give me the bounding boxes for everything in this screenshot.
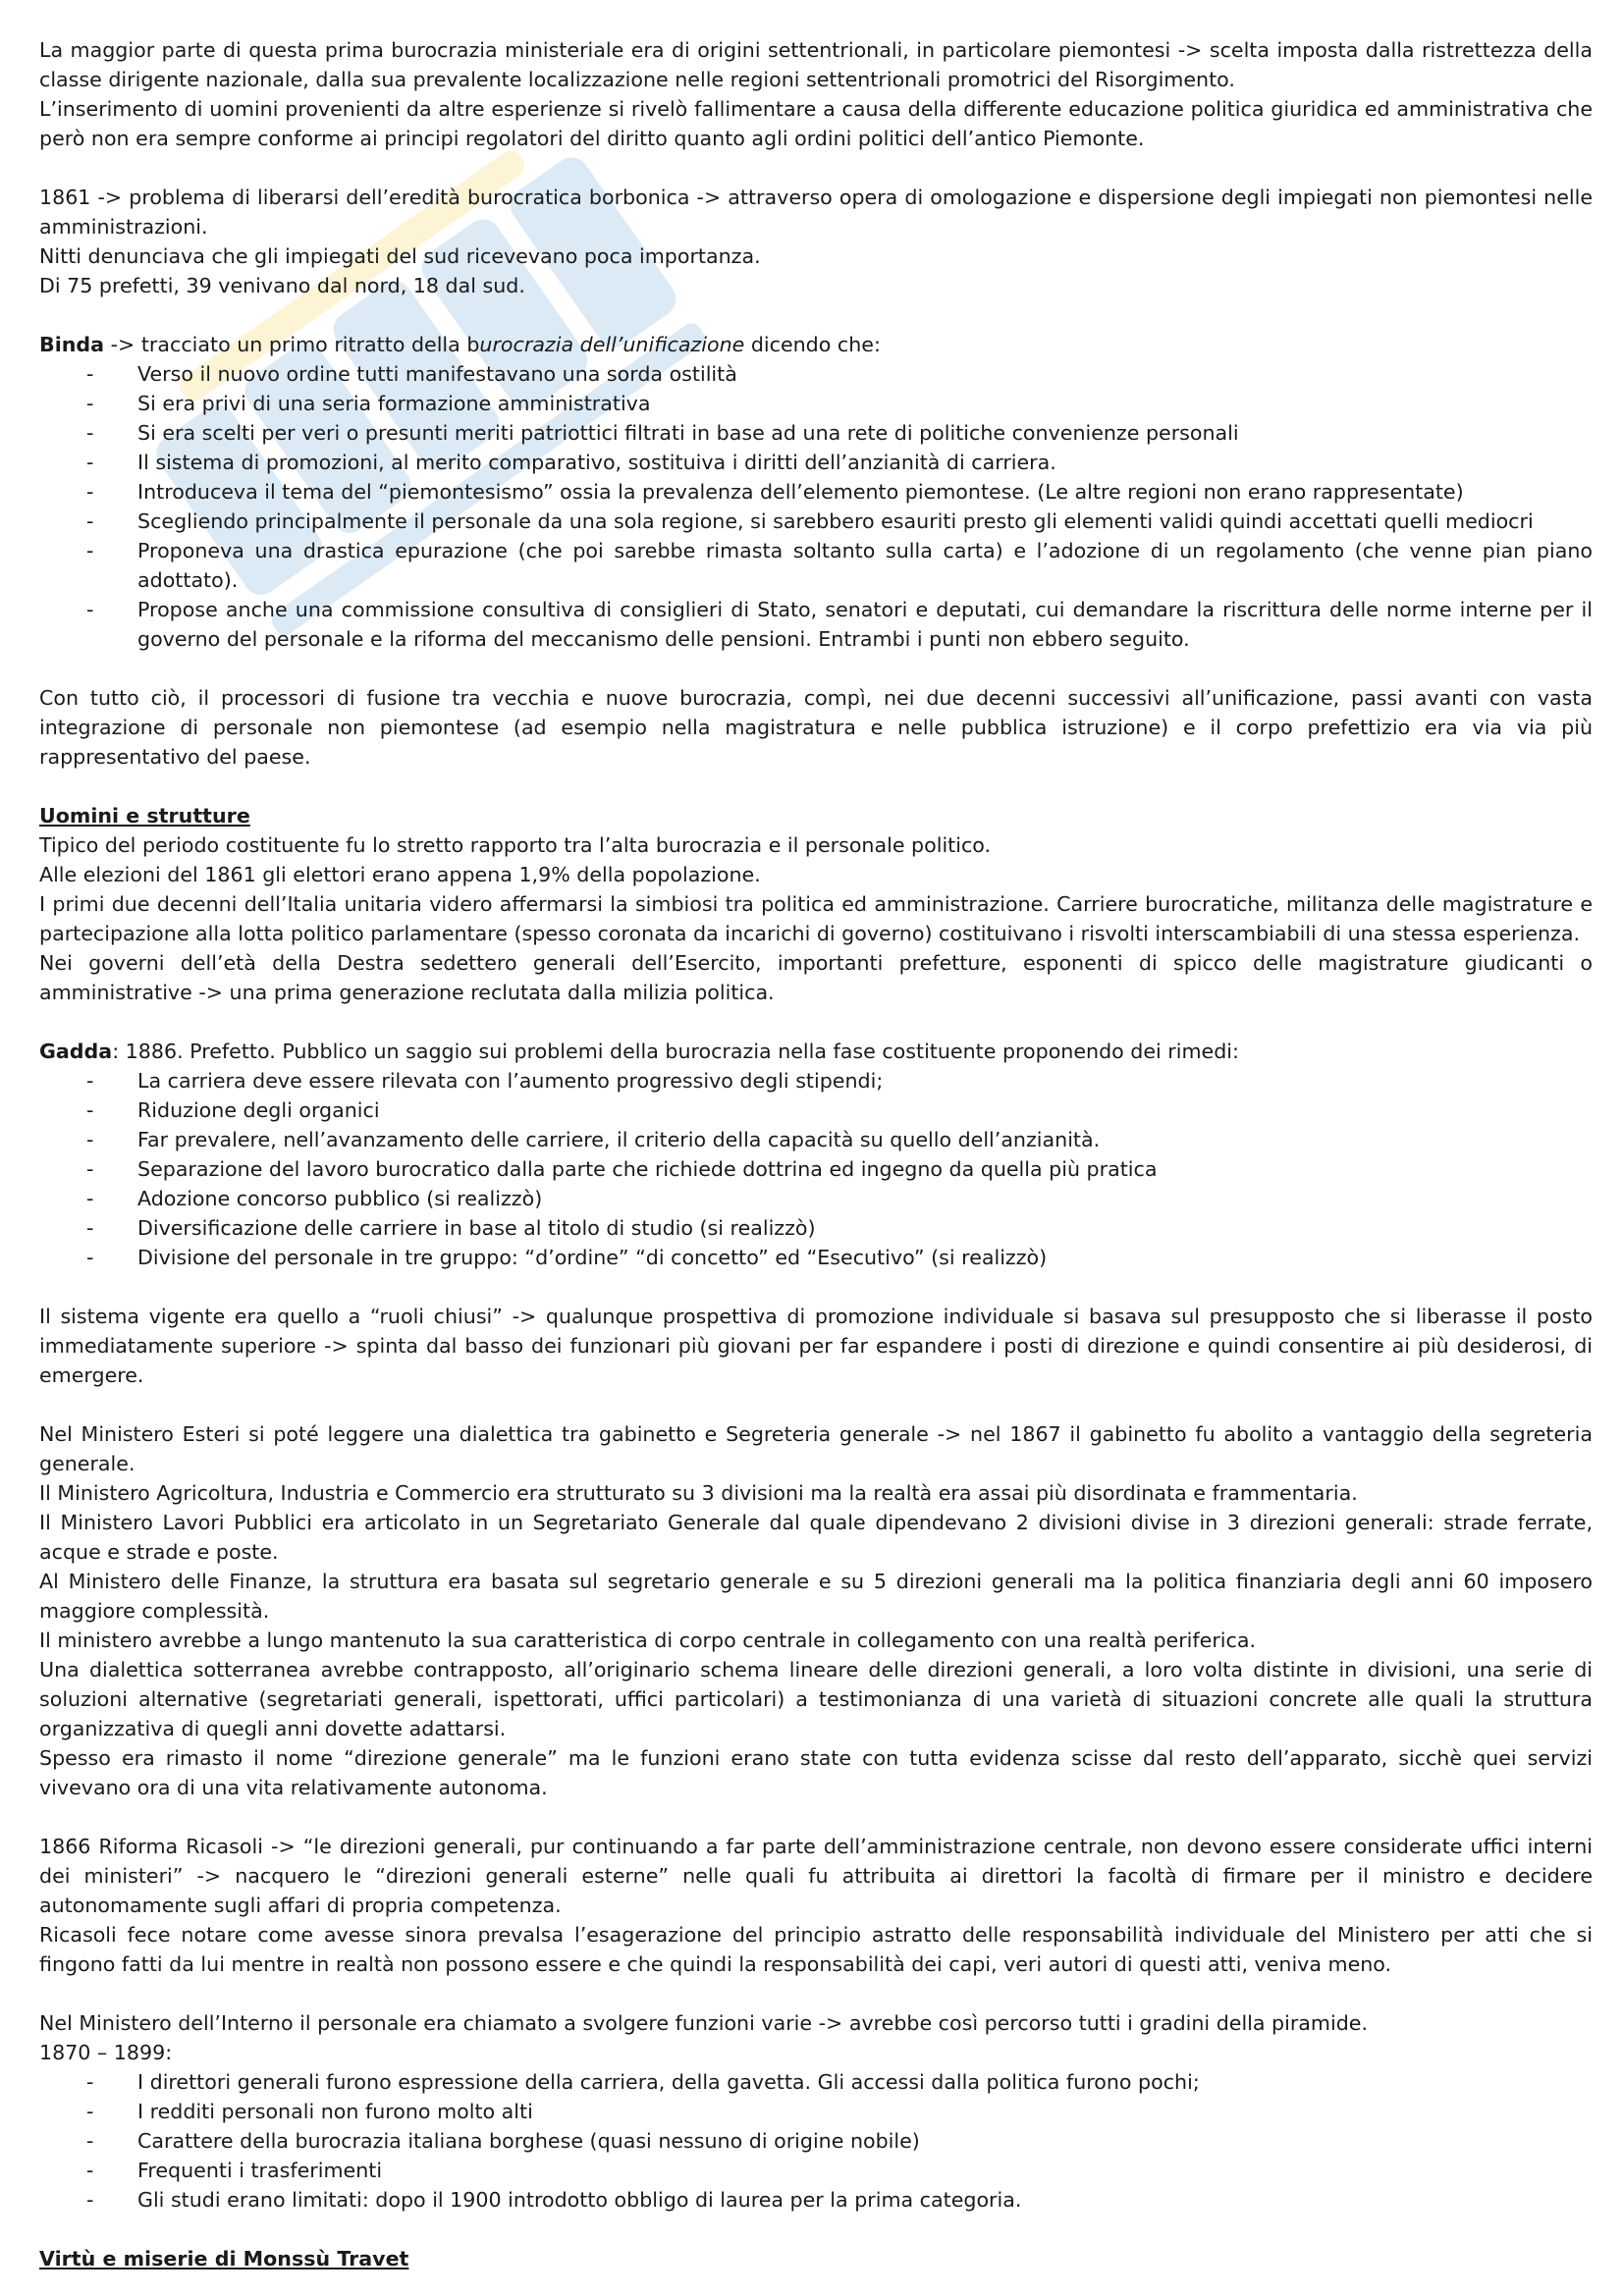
paragraph: Alle elezioni del 1861 gli elettori erano appena 1,9% della popolazione. (39, 863, 761, 886)
gadda-list (39, 1066, 1593, 1272)
paragraph: Nel Ministero dell’Interno il personale era chiamato a svolgere funzioni varie -> avrebbe così percorso tutti i gradini della piramide. (39, 2011, 1369, 2035)
paragraph: Nel Ministero Esteri si poté leggere una dialettica tra gabinetto e Segreteria generale -> nel 1867 il gabinetto fu abolito a vantaggio della segreteria generale. (39, 1422, 1593, 1475)
paragraph: Una dialettica sotterranea avrebbe contrapposto, all’originario schema lineare delle direzioni generali, a loro volta distinte in divisioni, una serie di soluzioni alternative (segretariati generali, ispettorati, uffici particolari) a testimonianza di una varietà di situazioni concrete alle quali la struttura organizzativa di quegli anni dovette adattarsi. (39, 1658, 1593, 1740)
list-item: - La carriera deve essere rilevata con l’aumento progressivo degli stipendi; (39, 1066, 1593, 1095)
list-item: - Divisione del personale in tre gruppo: “d’ordine” “di concetto” ed “Esecutivo” (si realizzò) (39, 1243, 1593, 1272)
list-item: - Propose anche una commissione consultiva di consiglieri di Stato, senatori e deputati, cui demandare la riscrittura delle norme interne per il governo del personale e la riforma del meccanismo delle pensioni. Entrambi i punti non ebbero seguito. (39, 595, 1593, 654)
paragraph: Al Ministero delle Finanze, la struttura era basata sul segretario generale e su 5 direzioni generali ma la politica finanziaria degli anni 60 imposero maggiore complessità. (39, 1570, 1593, 1623)
list-item: - Frequenti i trasferimenti (39, 2156, 1593, 2185)
paragraph: 1861 -> problema di liberarsi dell’eredità burocratica borbonica -> attraverso opera di omologazione e dispersione degli impiegati non piemontesi nelle amministrazioni. (39, 186, 1593, 239)
paragraph: Ricasoli fece notare come avesse sinora prevalsa l’esagerazione del principio astratto delle responsabilità individuale del Ministero per atti che si fingono fatti da lui mentre in realtà non possono essere e che quindi la responsabilità dei capi, veri autori di questi atti, veniva meno. (39, 1923, 1593, 1976)
paragraph: Con tutto ciò, il processori di fusione tra vecchia e nuove burocrazia, compì, nei due decenni successivi all’unificazione, passi avanti con vasta integrazione di personale non piemontese (ad esempio nella magistratura e nelle pubblica istruzione) e il corpo prefettizio era via via più rappresentativo del paese. (39, 686, 1593, 769)
paragraph: Il Ministero Agricoltura, Industria e Commercio era strutturato su 3 divisioni ma la realtà era assai più disordinata e frammentaria. (39, 1481, 1358, 1505)
paragraph: L’inserimento di uomini provenienti da altre esperienze si rivelò fallimentare a causa della differente educazione politica giuridica ed amministrativa che però non era sempre conforme ai principi regolatori del diritto quanto agli ordini politici dell’antico Piemonte. (39, 97, 1593, 150)
list-item: - I direttori generali furono espressione della carriera, della gavetta. Gli accessi dalla politica furono pochi; (39, 2067, 1593, 2097)
paragraph: Tipico del periodo costituente fu lo stretto rapporto tra l’alta burocrazia e il personale politico. (39, 833, 992, 857)
paragraph: I primi due decenni dell’Italia unitaria videro affermarsi la simbiosi tra politica ed amministrazione. Carriere burocratiche, militanza delle magistrature e partecipazione alla lotta politico parlamentare (spesso coronata da incarichi di governo) costituivano i risvolti interscambiabili di una stessa esperienza. (39, 892, 1593, 945)
list-item: - Adozione concorso pubblico (si realizzò) (39, 1184, 1593, 1213)
list-item: - Si era privi di una seria formazione amministrativa (39, 389, 1593, 418)
paragraph: Il ministero avrebbe a lungo mantenuto la sua caratteristica di corpo centrale in collegamento con una realtà periferica. (39, 1629, 1257, 1652)
document-page (39, 35, 1593, 2273)
list-item: - I redditi personali non furono molto alti (39, 2097, 1593, 2126)
binda-name: Binda (39, 333, 105, 356)
paragraph: Di 75 prefetti, 39 venivano dal nord, 18 dal sud. (39, 274, 525, 297)
list-item: - Diversificazione delle carriere in base al titolo di studio (si realizzò) (39, 1213, 1593, 1243)
list-item: - Gli studi erano limitati: dopo il 1900 introdotto obbligo di laurea per la prima categoria. (39, 2185, 1593, 2215)
section-heading-uomini: Uomini e strutture (39, 804, 250, 828)
list-item: - Far prevalere, nell’avanzamento delle carriere, il criterio della capacità su quello dell’anzianità. (39, 1125, 1593, 1154)
binda-lead: Binda -> tracciato un primo ritratto della burocrazia dell’unificazione dicendo che: (39, 333, 881, 356)
paragraph: Spesso era rimasto il nome “direzione generale” ma le funzioni erano state con tutta evidenza scisse dal resto dell’apparato, sicchè quei servizi vivevano ora di una vita relativamente autonoma. (39, 1746, 1593, 1799)
paragraph: Il Ministero Lavori Pubblici era articolato in un Segretariato Generale dal quale dipendevano 2 divisioni divise in 3 direzioni generali: strade ferrate, acque e strade e poste. (39, 1511, 1593, 1564)
list-item: - Proponeva una drastica epurazione (che poi sarebbe rimasta soltanto sulla carta) e l’adozione di un regolamento (che venne pian piano adottato). (39, 536, 1593, 595)
list-item: - Introduceva il tema del “piemontesismo” ossia la prevalenza dell’elemento piemontese. (Le altre regioni non erano rappresentate) (39, 477, 1593, 507)
section-heading-virtu: Virtù e miserie di Monssù Travet (39, 2247, 409, 2270)
interno-list (39, 2067, 1593, 2215)
paragraph: 1866 Riforma Ricasoli -> “le direzioni generali, pur continuando a far parte dell’amministrazione centrale, non devono essere considerate uffici interni dei ministeri” -> nacquero le “direzioni generali esterne” nelle quali fu attribuita ai direttori la facoltà di firmare per il ministro e decidere autonomamente sugli affari di propria competenza. (39, 1835, 1593, 1917)
list-item: - Carattere della burocrazia italiana borghese (quasi nessuno di origine nobile) (39, 2126, 1593, 2156)
list-item: - Verso il nuovo ordine tutti manifestavano una sorda ostilità (39, 359, 1593, 389)
gadda-name: Gadda (39, 1040, 113, 1063)
list-item: - Riduzione degli organici (39, 1095, 1593, 1125)
binda-list (39, 359, 1593, 654)
list-item: - Il sistema di promozioni, al merito comparativo, sostituiva i diritti dell’anzianità di carriera. (39, 448, 1593, 477)
period-label: 1870 – 1899: (39, 2041, 173, 2064)
paragraph: La maggior parte di questa prima burocrazia ministeriale era di origini settentrionali, in particolare piemontesi -> scelta imposta dalla ristrettezza della classe dirigente nazionale, dalla sua prevalente localizzazione nelle regioni settentrionali promotrici del Risorgimento. (39, 38, 1593, 91)
list-item: - Si era scelti per veri o presunti meriti patriottici filtrati in base ad una rete di politiche convenienze personali (39, 418, 1593, 448)
paragraph: Nei governi dell’età della Destra sedettero generali dell’Esercito, importanti prefetture, esponenti di spicco delle magistrature giudicanti o amministrative -> una prima generazione reclutata dalla milizia politica. (39, 951, 1593, 1004)
list-item: - Scegliendo principalmente il personale da una sola regione, si sarebbero esauriti presto gli elementi validi quindi accettati quelli mediocri (39, 507, 1593, 536)
list-item: - Separazione del lavoro burocratico dalla parte che richiede dottrina ed ingegno da quella più pratica (39, 1154, 1593, 1184)
paragraph: Nitti denunciava che gli impiegati del sud ricevevano poca importanza. (39, 244, 761, 268)
gadda-lead: Gadda: 1886. Prefetto. Pubblico un saggio sui problemi della burocrazia nella fase costituente proponendo dei rimedi: (39, 1040, 1239, 1063)
paragraph: Il sistema vigente era quello a “ruoli chiusi” -> qualunque prospettiva di promozione individuale si basava sul presupposto che si liberasse il posto immediatamente superiore -> spinta dal basso dei funzionari più giovani per far espandere i posti di direzione e quindi consentire ai più desiderosi, di emergere. (39, 1305, 1593, 1387)
